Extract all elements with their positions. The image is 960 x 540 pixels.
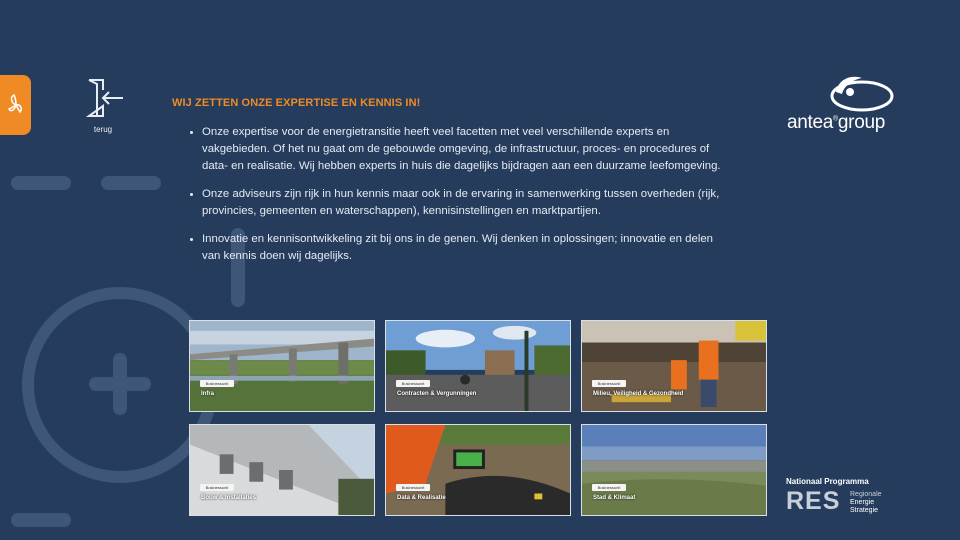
tile-label: Milieu, Veiligheid & Gezondheid [593, 391, 684, 397]
exit-door-icon [81, 78, 125, 118]
tile-label: Data & Realisatie [397, 495, 446, 501]
field-tablet-photo [386, 425, 570, 515]
res-acronym: RES [786, 487, 841, 515]
tile-label: Infra [201, 391, 215, 397]
tile-milieu[interactable] [581, 320, 767, 412]
tile-badge: Businessunit [396, 380, 430, 387]
page-title: WIJ ZETTEN ONZE EXPERTISE EN KENNIS IN! [172, 97, 421, 109]
tile-stad[interactable] [581, 424, 767, 516]
tile-label: Stad & Klimaat [593, 495, 636, 501]
tile-bouw[interactable] [189, 424, 375, 516]
tile-badge: Businessunit [200, 484, 234, 491]
tile-badge: Businessunit [200, 380, 234, 387]
res-title: Nationaal Programma [786, 477, 869, 486]
side-tab[interactable] [0, 75, 31, 135]
canal-street-photo [386, 321, 570, 411]
antea-logo-text: antea®group [787, 112, 886, 133]
excavation-workers-photo [582, 321, 766, 411]
tile-badge: Businessunit [396, 484, 430, 491]
tile-badge: Businessunit [592, 484, 626, 491]
coastal-town-photo [582, 425, 766, 515]
bullet-item: • Innovatie en kennisontwikkeling zit bij ons in de genen. Wij denken in oplossingen; innovatie en delen van kennis doen wij dagelijks. [202, 231, 722, 265]
res-logo [786, 477, 906, 522]
back-label: terug [93, 125, 113, 134]
tile-data[interactable] [385, 424, 571, 516]
tile-contracten[interactable] [385, 320, 571, 412]
bullet-item: • Onze expertise voor de energietransitie heeft veel facetten met veel verschillende experts en vakgebieden. Of het nu gaat om de gebouwde omgeving, de infrastructuur, proces- en procedures of data- en realisatie. Wij hebben experts in huis die dagelijks bijdragen aan een duurzame leefomgeving. [202, 124, 722, 175]
bullet-list [186, 124, 722, 276]
res-subtitle: Regionale Energie Strategie [850, 491, 882, 514]
tile-label: Contracten & Vergunningen [397, 391, 477, 397]
tile-label: Bouw & Installaties [201, 495, 257, 501]
fan-icon [7, 93, 25, 117]
building-photo [190, 425, 374, 515]
tile-infra[interactable] [189, 320, 375, 412]
back-button[interactable] [78, 78, 128, 134]
bridge-photo [190, 321, 374, 411]
bullet-item: • Onze adviseurs zijn rijk in hun kennis maar ook in de ervaring in samenwerking tussen overheden (rijk, provincies, gemeenten en waterschappen), kennisinstellingen en marktpartijen. [202, 186, 722, 220]
tile-badge: Businessunit [592, 380, 626, 387]
